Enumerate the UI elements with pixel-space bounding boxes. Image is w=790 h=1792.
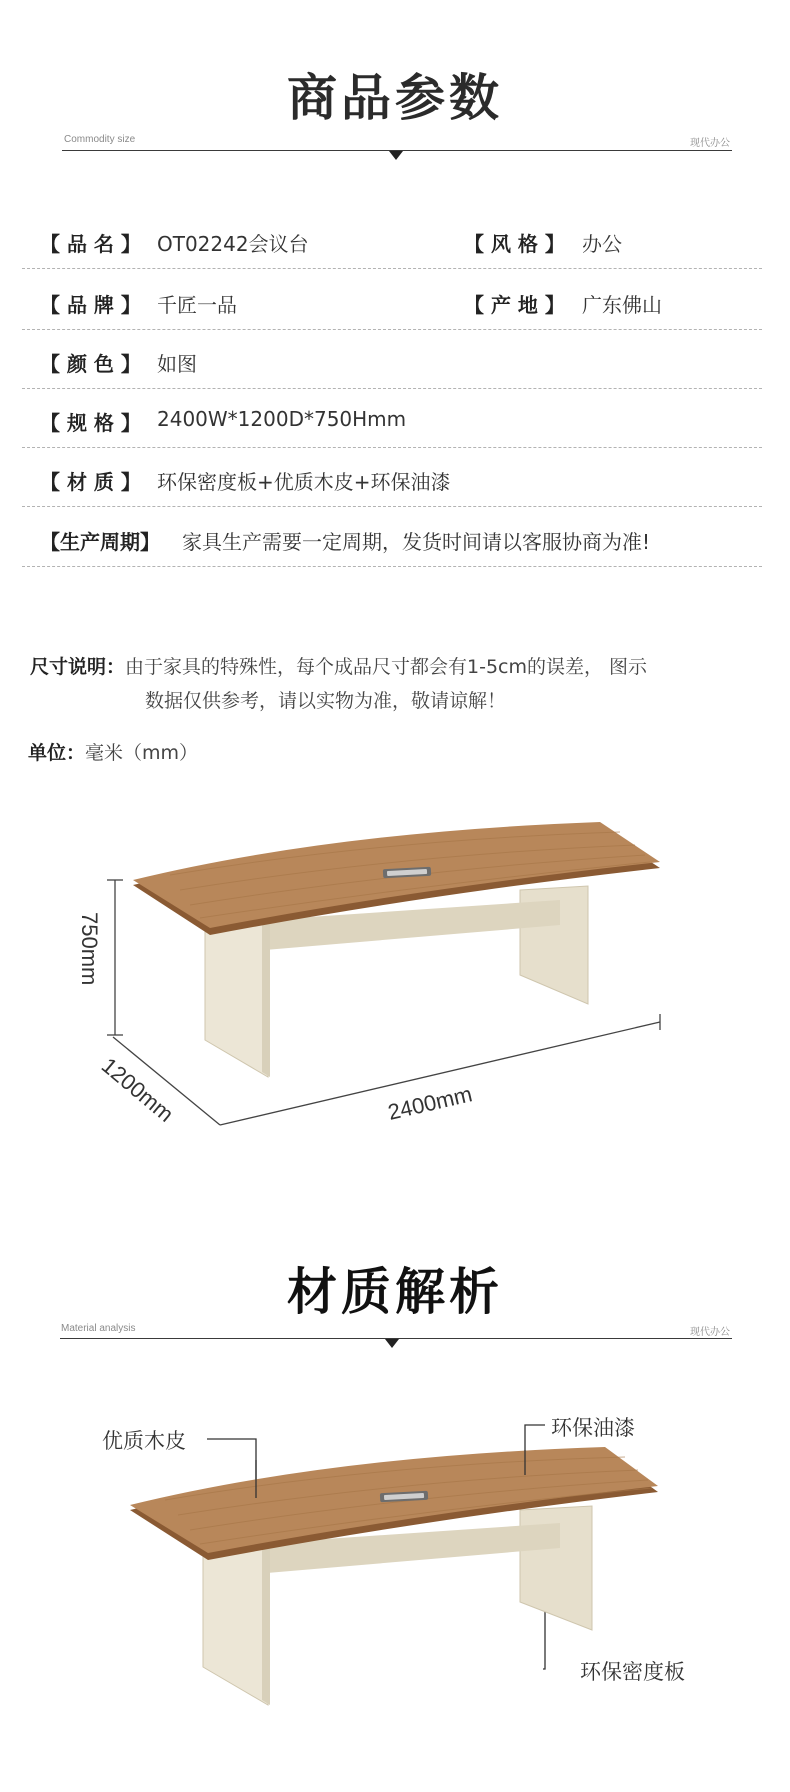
param-label: 【 材 质 】 [40,470,141,494]
param-value: 家具生产需要一定周期，发货时间请以客服协商为准! [182,530,651,554]
label-board: 环保密度板 [580,1660,685,1684]
label-veneer: 优质木皮 [102,1429,186,1453]
table-leg-front-side [262,918,270,1077]
section-title-materials: 材质解析 [287,1263,503,1321]
param-value: 千匠一品 [157,293,237,317]
param-row-brand [22,271,762,330]
table-leg-front [205,912,268,1077]
param-value: 办公 [582,232,622,256]
size-note-line2: 数据仅供参考，请以实物为准，敬请谅解！ [145,690,507,712]
param-label: 【 颜 色 】 [40,352,141,376]
param-value: 广东佛山 [582,293,662,317]
header-divider-arrow [389,151,403,160]
table-leg-front-side [262,1543,270,1705]
param-label: 【 风 格 】 [464,232,565,256]
param-label: 【 规 格 】 [40,411,141,435]
size-note-text: 由于家具的特殊性，每个成品尺寸都会有1-5cm的误差， 图示 [125,656,648,678]
table-material-drawing [0,1420,790,1760]
header-divider-arrow [385,1339,399,1348]
param-label: 【 品 名 】 [40,232,141,256]
table-dimension-drawing [0,800,790,1140]
section-subtitle-en: Commodity size [64,134,136,145]
param-row-color [22,330,762,389]
unit-line [28,738,198,765]
unit-label: 单位： [28,742,86,764]
param-value: 环保密度板+优质木皮+环保油漆 [157,470,451,494]
section-subtitle-en: Material analysis [61,1323,136,1334]
size-note-label: 尺寸说明： [30,656,126,678]
size-note-line1 [30,652,647,679]
section-title-params: 商品参数 [287,69,503,127]
param-label: 【生产周期】 [40,530,160,554]
param-value: 2400W*1200D*750Hmm [157,407,407,431]
section-subtitle-cn: 现代办公 [690,138,730,149]
unit-value: 毫米（mm） [85,742,199,764]
param-row-material [22,448,762,507]
param-row-spec [22,389,762,448]
param-label: 【 产 地 】 [464,293,565,317]
height-dim-label: 750mm [77,912,102,986]
width-dim-label: 2400mm [385,1081,475,1125]
param-row-name [22,210,762,269]
param-value: OT02242会议台 [157,232,309,256]
depth-dim-label: 1200mm [96,1052,179,1127]
table-leg-front [203,1537,268,1705]
section-subtitle-cn: 现代办公 [690,1327,730,1338]
param-row-production [22,508,762,567]
param-value: 如图 [157,352,197,376]
param-label: 【 品 牌 】 [40,293,141,317]
label-paint: 环保油漆 [551,1416,635,1440]
